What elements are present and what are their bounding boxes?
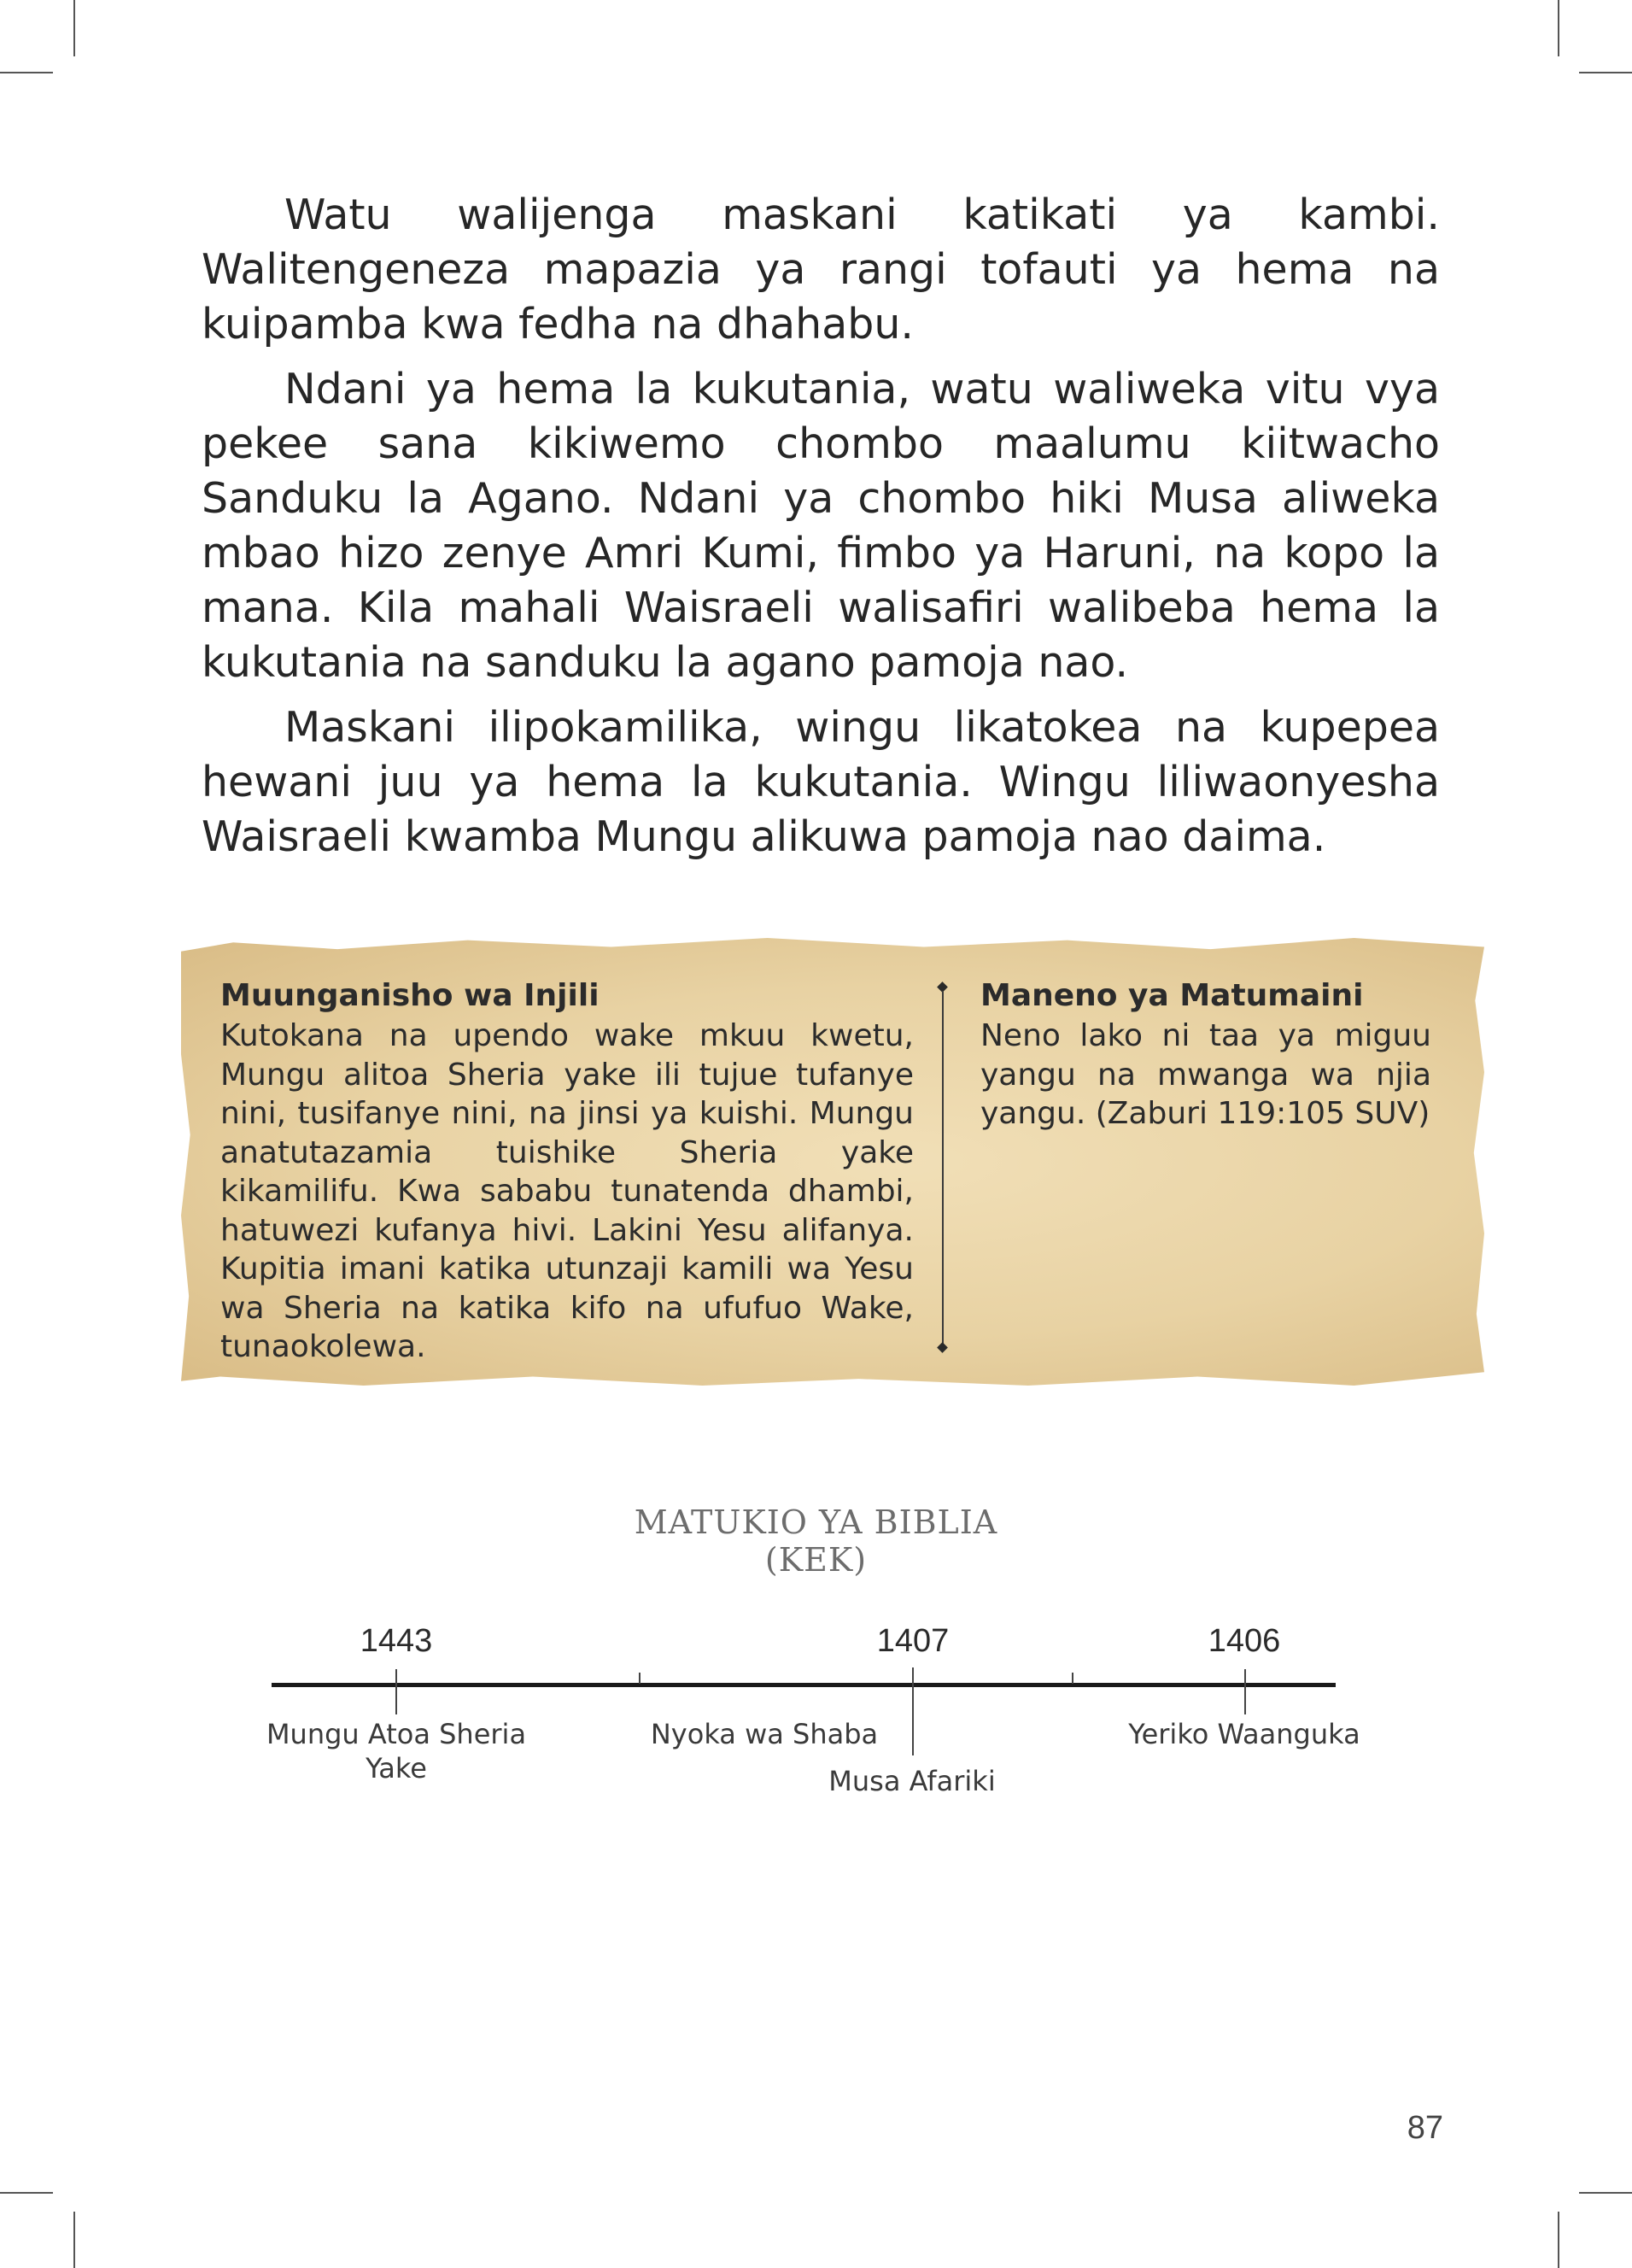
timeline-event: Musa Afariki — [828, 1765, 996, 1797]
crop-mark — [73, 2212, 75, 2268]
crop-mark — [0, 72, 53, 73]
crop-mark — [1558, 0, 1559, 56]
timeline-event-line: Yake — [366, 1752, 427, 1785]
paragraph: Maskani ilipokamilika, wingu likatokea na kupepea hewani juu ya hema la kukutania. Wingu liliwaonyesha Waisraeli kwamba Mungu alikuwa pamoja nao daima. — [202, 703, 1440, 861]
timeline-subtitle: (KEK) — [764, 1541, 868, 1579]
timeline-year: 1407 — [876, 1623, 950, 1659]
timeline-event-line: Mungu Atoa Sheria — [266, 1718, 527, 1750]
body-text — [202, 188, 1440, 875]
timeline-tick — [1072, 1673, 1073, 1684]
timeline-event: Yeriko Waanguka — [1128, 1718, 1360, 1750]
paragraph: Watu walijenga maskani katikati ya kambi. Walitengeneza mapazia ya rangi tofauti ya hema na kuipamba kwa fedha na dhahabu. — [202, 190, 1440, 349]
words-of-hope-text: Neno lako ni taa ya miguu yangu na mwanga wa njia yangu. (Zaburi 119:105 SUV) — [980, 1018, 1431, 1131]
crop-mark — [73, 0, 75, 56]
words-of-hope-heading: Maneno ya Matumaini — [980, 978, 1364, 1013]
crop-mark — [1558, 2212, 1559, 2268]
timeline-title-line: MATUKIO YA BIBLIA — [634, 1503, 998, 1541]
timeline-year: 1443 — [360, 1623, 433, 1659]
timeline-axis — [272, 1683, 1336, 1687]
crop-mark — [1579, 72, 1632, 73]
gospel-connection-text: Kutokana na upendo wake mkuu kwetu, Mungu alitoa Sheria yake ili tujue tufanye nini, tusifanye nini, na jinsi ya kuishi. Mungu anatutazamia tuishike Sheria yake kikamilifu. Kwa sababu tunatenda dhambi, hatuwezi kufanya hivi. Lakini Yesu alifanya. Kupitia imani katika utunzaji kamili wa Yesu wa Sheria na katika kifo na ufufuo Wake, tunaokolewa. — [220, 1018, 914, 1364]
crop-mark — [1579, 2192, 1632, 2194]
page-number: 87 — [1407, 2110, 1443, 2146]
timeline-tick — [639, 1673, 641, 1684]
words-of-hope-panel — [980, 976, 1431, 1134]
crop-mark — [0, 2192, 53, 2194]
timeline-year: 1406 — [1208, 1623, 1281, 1659]
timeline-event: Nyoka wa Shaba — [650, 1718, 879, 1750]
timeline-tick — [912, 1667, 914, 1755]
timeline-title — [0, 1503, 1632, 1579]
timeline-tick — [395, 1669, 397, 1714]
panel-divider — [942, 991, 944, 1350]
gospel-connection-heading: Muunganisho wa Injili — [220, 978, 600, 1013]
timeline-event — [251, 1717, 541, 1785]
timeline-tick — [1244, 1669, 1246, 1714]
gospel-connection-panel — [220, 976, 914, 1367]
paragraph: Ndani ya hema la kukutania, watu waliweka vitu vya pekee sana kikiwemo chombo maalumu kiitwacho Sanduku la Agano. Ndani ya chombo hiki Musa aliweka mbao hizo zenye Amri Kumi, fimbo ya Haruni, na kopo la mana. Kila mahali Waisraeli walisafiri walibeba hema la kukutania na sanduku la agano pamoja nao. — [202, 365, 1440, 687]
